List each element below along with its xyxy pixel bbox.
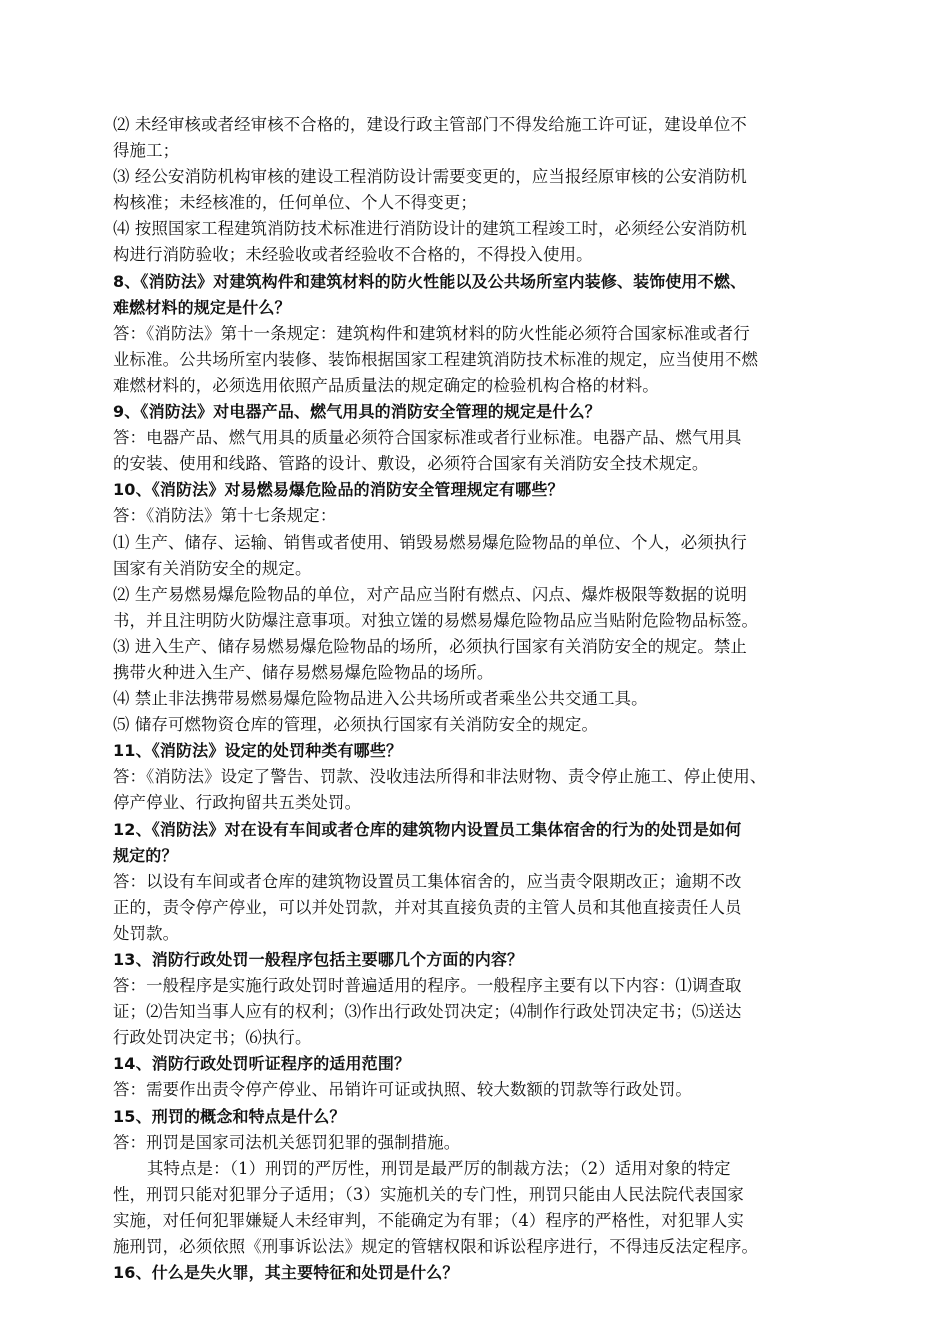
text-line: 得施工； bbox=[113, 141, 180, 161]
question-heading: 9、《消防法》对电器产品、燃气用具的消防安全管理的规定是什么？ bbox=[113, 402, 601, 422]
document-body bbox=[113, 112, 865, 1286]
question-heading: 13、消防行政处罚一般程序包括主要哪几个方面的内容？ bbox=[113, 950, 524, 969]
question-heading: 12、《消防法》对在设有车间或者仓库的建筑物内设置员工集体宿舍的行为的处罚是如何 bbox=[113, 819, 742, 839]
answer-line: 行政处罚决定书；⑹执行。 bbox=[113, 1028, 312, 1048]
question-heading: 10、《消防法》对易燃易爆危险品的消防安全管理规定有哪些？ bbox=[113, 480, 564, 500]
question-heading: 难燃材料的规定是什么？ bbox=[113, 297, 291, 317]
answer-line: 证；⑵告知当事人应有的权利；⑶作出行政处罚决定；⑷制作行政处罚决定书；⑸送达 bbox=[113, 1002, 742, 1022]
answer-line: 答：以设有车间或者仓库的建筑物设置员工集体宿舍的，应当责令限期改正；逾期不改 bbox=[113, 871, 742, 891]
answer-line: 答：《消防法》第十七条规定： bbox=[113, 506, 337, 526]
answer-line: 实施，对任何犯罪嫌疑人未经审判，不能确定为有罪；（4）程序的严格性，对犯罪人实 bbox=[113, 1210, 744, 1230]
answer-line: 施刑罚，必须依照《刑事诉讼法》规定的管辖权限和诉讼程序进行，不得违反法定程序。 bbox=[113, 1237, 759, 1257]
question-heading: 8、《消防法》对建筑构件和建筑材料的防火性能以及公共场所室内装修、装饰使用不燃、 bbox=[113, 271, 747, 291]
answer-line: ⑶ 进入生产、储存易燃易爆危险物品的场所，必须执行国家有关消防安全的规定。禁止 bbox=[113, 636, 747, 656]
answer-line: 其特点是：（1）刑罚的严厉性，刑罚是最严厉的制裁方法；（2）适用对象的特定 bbox=[147, 1158, 731, 1178]
question-heading: 15、刑罚的概念和特点是什么？ bbox=[113, 1106, 346, 1126]
answer-line: 书，并且注明防火防爆注意事项。对独立馐的易燃易爆危险物品应当贴附危险物品标签。 bbox=[113, 610, 759, 630]
answer-line: 国家有关消防安全的规定。 bbox=[113, 558, 312, 578]
answer-line: 答：需要作出责令停产停业、吊销许可证或执照、较大数额的罚款等行政处罚。 bbox=[113, 1080, 692, 1100]
answer-line: 答：《消防法》设定了警告、罚款、没收违法所得和非法财物、责令停止施工、停止使用、 bbox=[113, 767, 767, 787]
question-heading: 14、消防行政处罚听证程序的适用范围？ bbox=[113, 1054, 411, 1074]
answer-line: 的安装、使用和线路、管路的设计、敷设，必须符合国家有关消防安全技术规定。 bbox=[113, 454, 709, 474]
question-heading: 16、什么是失火罪，其主要特征和处罚是什么？ bbox=[113, 1263, 459, 1283]
answer-line: 答：《消防法》第十一条规定：建筑构件和建筑材料的防火性能必须符合国家标准或者行 bbox=[113, 323, 750, 343]
text-line: 构进行消防验收；未经验收或者经验收不合格的，不得投入使用。 bbox=[113, 245, 593, 265]
text-line: 构核准；未经核准的，任何单位、个人不得变更； bbox=[113, 193, 477, 213]
answer-line: 难燃材料的，必须选用依照产品质量法的规定确定的检验机构合格的材料。 bbox=[113, 375, 659, 395]
answer-line: 处罚款。 bbox=[113, 923, 180, 943]
answer-line: ⑵ 生产易燃易爆危险物品的单位，对产品应当附有燃点、闪点、爆炸极限等数据的说明 bbox=[113, 584, 747, 604]
answer-line: ⑴ 生产、储存、运输、销售或者使用、销毁易燃易爆危险物品的单位、个人，必须执行 bbox=[113, 532, 747, 552]
answer-line: 答：刑罚是国家司法机关惩罚犯罪的强制措施。 bbox=[113, 1132, 461, 1152]
answer-line: 答：电器产品、燃气用具的质量必须符合国家标准或者行业标准。电器产品、燃气用具 bbox=[113, 428, 742, 448]
answer-line: ⑷ 禁止非法携带易燃易爆危险物品进入公共场所或者乘坐公共交通工具。 bbox=[113, 689, 648, 709]
question-heading: 规定的？ bbox=[113, 845, 178, 865]
answer-line: 业标准。公共场所室内装修、装饰根据国家工程建筑消防技术标准的规定，应当使用不燃 bbox=[113, 349, 759, 369]
text-line: ⑷ 按照国家工程建筑消防技术标准进行消防设计的建筑工程竣工时，必须经公安消防机 bbox=[113, 219, 747, 239]
answer-line: 性，刑罚只能对犯罪分子适用；（3）实施机关的专门性，刑罚只能由人民法院代表国家 bbox=[113, 1184, 744, 1204]
text-line: ⑶ 经公安消防机构审核的建设工程消防设计需要变更的，应当报经原审核的公安消防机 bbox=[113, 167, 747, 187]
answer-line: 正的，责令停产停业，可以并处罚款，并对其直接负责的主管人员和其他直接责任人员 bbox=[113, 897, 742, 917]
text-line: ⑵ 未经审核或者经审核不合格的，建设行政主管部门不得发给施工许可证，建设单位不 bbox=[113, 115, 747, 134]
question-heading: 11、《消防法》设定的处罚种类有哪些？ bbox=[113, 741, 403, 761]
answer-line: ⑸ 储存可燃物资仓库的管理，必须执行国家有关消防安全的规定。 bbox=[113, 715, 599, 735]
answer-line: 答：一般程序是实施行政处罚时普遍适用的程序。一般程序主要有以下内容：⑴调查取 bbox=[113, 976, 742, 996]
answer-line: 停产停业、行政拘留共五类处罚。 bbox=[113, 793, 362, 813]
answer-line: 携带火种进入生产、储存易燃易爆危险物品的场所。 bbox=[113, 662, 494, 682]
